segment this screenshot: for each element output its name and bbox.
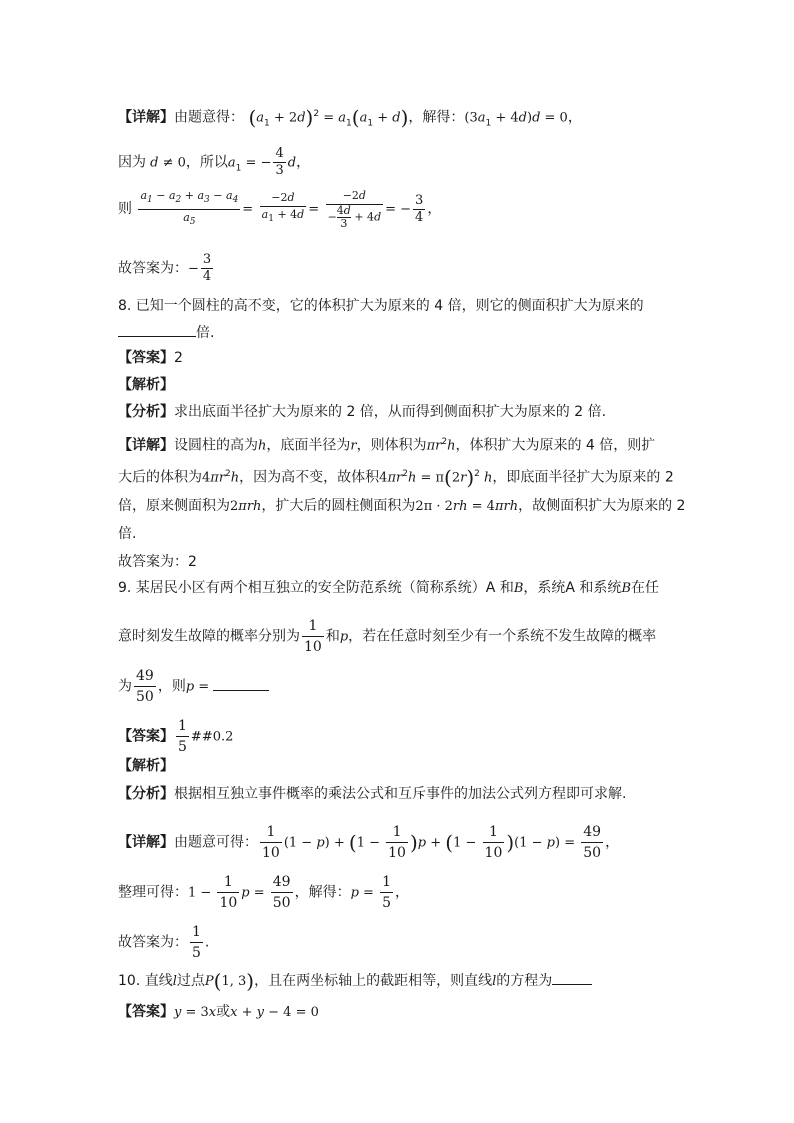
fraction: $\frac{49}{50}$ [583,824,602,861]
fraction: $\frac{a_1 - a_2 + a_3 - a_4}{a_5}$ [138,188,240,229]
text: 由题意可得： [174,834,258,851]
q7-detail-line2: 因为 d ≠ 0，所以$a_1$ = − $\frac{4}{3}$ d， [118,146,311,178]
text: ，系统A 和系统 [523,580,622,596]
text: ，扩大后的圆柱侧面积为 [261,498,416,514]
text: 设圆柱的高为 [174,437,258,454]
text: 在任 [631,580,659,596]
q8-method [118,402,606,422]
fraction: $\frac{1}{10}$ [484,824,503,861]
text: 故答案为：2 [118,554,197,570]
q8-analysis [118,375,174,395]
answer-tag: 【答案】 [118,728,174,745]
text: ， [427,201,442,217]
q8-final [118,552,197,572]
fraction: $\frac{1}{5}$ [178,718,187,755]
q9-final: 故答案为： $\frac{1}{5}$ . [118,924,210,961]
q8-stem-line1 [118,296,644,316]
q8-answer [118,348,183,368]
method-tag: 【分析】 [118,404,174,420]
q9-method [118,784,626,804]
q7-detail-line3: 则 $\frac{a_1 - a_2 + a_3 - a_4}{a_5}$ = $\frac{-2d}{a_1 + 4d}$ = −2d − $\frac{4d}{3}$ + 4d = − $\frac{3}{4}$ ， [118,189,442,230]
text: ，故侧面积扩大为原来的 2 [518,498,686,514]
answer-value: ##0.2 [190,729,234,745]
text: ，因为高不变，故体积 [239,469,380,486]
q7-detail-line1: 【详解】由题意得： $(a_1 + 2d)^2 = a_1(a_1 + d)$，解得：$(3a_1 + 4d)d = 0$， [118,105,582,130]
analysis-tag: 【解析】 [118,758,174,774]
q8-detail-line3: 倍，原来侧面积为2πrh，扩大后的圆柱侧面积为2π · 2rh = 4πrh，故侧面积扩大为原来的 2 [118,498,686,514]
text: ，底面半径为 [266,437,351,454]
fraction: $\frac{1}{10}$ [388,824,406,861]
text: ，则体积为 [356,437,427,454]
text: 倍. [118,526,137,542]
fraction: $\frac{-2d}{a_1 + 4d}$ [260,190,307,227]
analysis-tag: 【解析】 [118,377,174,393]
text: 故答案为： [118,260,188,277]
text: 大后的体积为 [118,469,202,486]
detail-tag: 【详解】 [118,109,174,126]
fraction: $\frac{1}{5}$ [192,924,201,961]
question-text: 10. 直线 [118,973,173,989]
question-text: 8. 已知一个圆柱的高不变，它的体积扩大为原来的 4 倍，则它的侧面积扩大为原来的 [118,298,644,314]
text: 由题意得： [174,109,244,126]
fraction: $\frac{1}{10}$ [219,874,238,911]
answer-blank [213,676,269,691]
q9-analysis [118,756,174,776]
q9-stem-line1: 9. 某居民小区有两个相互独立的安全防范系统（简称系统）A 和B，系统A 和系统B在任 [118,580,659,596]
text: 整理可得： [118,884,188,901]
q8-detail-line1: 【详解】设圆柱的高为h，底面半径为r，则体积为$\pi r^2h$，体积扩大为原来的 4 倍，则扩 [118,437,656,454]
text: ，解得： [294,884,351,901]
fraction: $\frac{49}{50}$ [136,668,154,705]
text: 倍，原来侧面积为 [118,498,230,514]
text: 倍. [196,325,215,341]
text: 为 [118,678,132,695]
text: ，即底面半径扩大为原来的 2 [492,469,674,486]
text: ，则 [157,678,186,695]
detail-tag: 【详解】 [118,834,174,851]
text: 过点 [176,973,205,989]
answer-blank [118,322,196,337]
answer-tag: 【答案】 [118,350,174,366]
fraction: $\frac{3}{4}$ [415,192,424,225]
q10-stem: 10. 直线l过点P(1, 3)，且在两坐标轴上的截距相等，则直线l的方程为 [118,970,592,992]
fraction: $\frac{1}{10}$ [262,824,280,861]
q9-stem-line3: 为 $\frac{49}{50}$ ，则p = [118,666,269,707]
text: ，体积扩大为原来的 4 倍，则扩 [455,437,656,454]
text: ， [296,154,311,171]
q7-final: 故答案为：− $\frac{3}{4}$ [118,252,212,284]
q10-answer: 【答案】y = 3x或x + y − 4 = 0 [118,1004,319,1020]
fraction: $\frac{49}{50}$ [272,874,291,911]
fraction: $\frac{1}{5}$ [382,874,392,911]
text: ，若在任意时刻至少有一个系统不发生故障的概率 [348,628,657,645]
text: 或 [216,1004,231,1020]
fraction: $\frac{1}{10}$ [304,618,322,655]
text: 求出底面半径扩大为原来的 2 倍，从而得到侧面积扩大为原来的 2 倍. [174,404,607,420]
text: 因为 [118,154,146,171]
answer-blank [552,970,592,985]
q8-detail-line2: 大后的体积为$4\pi r^2h$，因为高不变，故体积$4\pi r^2h = \pi(2r)^2$ h，即底面半径扩大为原来的 2 [118,465,674,490]
q9-detail-line1: 【详解】由题意可得： $\frac{1}{10}$ (1 − p) + (1 − $\frac{1}{10}$ )p + (1 − $\frac{1}{10}$ )(1 − p) = $\frac{49}{50}$ ， [118,824,620,861]
detail-tag: 【详解】 [118,437,174,454]
q8-stem-line2 [118,322,214,343]
answer-value: 2 [174,350,183,366]
q8-detail-line4 [118,524,136,544]
q9-answer [118,716,233,757]
fraction: $\frac{4}{3}$ [275,146,284,178]
text: 和 [325,628,340,645]
text: ， [567,109,582,126]
question-text: 9. 某居民小区有两个相互独立的安全防范系统（简称系统）A 和 [118,580,514,596]
fraction: −2d − $\frac{4d}{3}$ + 4d [327,189,382,230]
fraction: $\frac{3}{4}$ [202,252,212,284]
text: ，解得： [408,109,465,126]
text: ，且在两坐标轴上的截距相等，则直线 [254,973,493,989]
text: ，所以 [185,154,228,171]
text: 故答案为： [118,934,188,951]
text: 则 [118,201,132,217]
text: 的方程为 [496,973,553,989]
answer-tag: 【答案】 [118,1004,174,1020]
text: 意时刻发生故障的概率分别为 [118,628,300,645]
method-tag: 【分析】 [118,786,174,802]
q9-detail-line2: 整理可得：1 − $\frac{1}{10}$ p = $\frac{49}{50}$ ，解得：p = $\frac{1}{5}$ ， [118,874,410,911]
text: 根据相互独立事件概率的乘法公式和互斥事件的加法公式列方程即可求解. [174,786,627,802]
q9-stem-line2: 意时刻发生故障的概率分别为 $\frac{1}{10}$ 和p，若在任意时刻至少有一个系统不发生故障的概率 [118,618,657,655]
